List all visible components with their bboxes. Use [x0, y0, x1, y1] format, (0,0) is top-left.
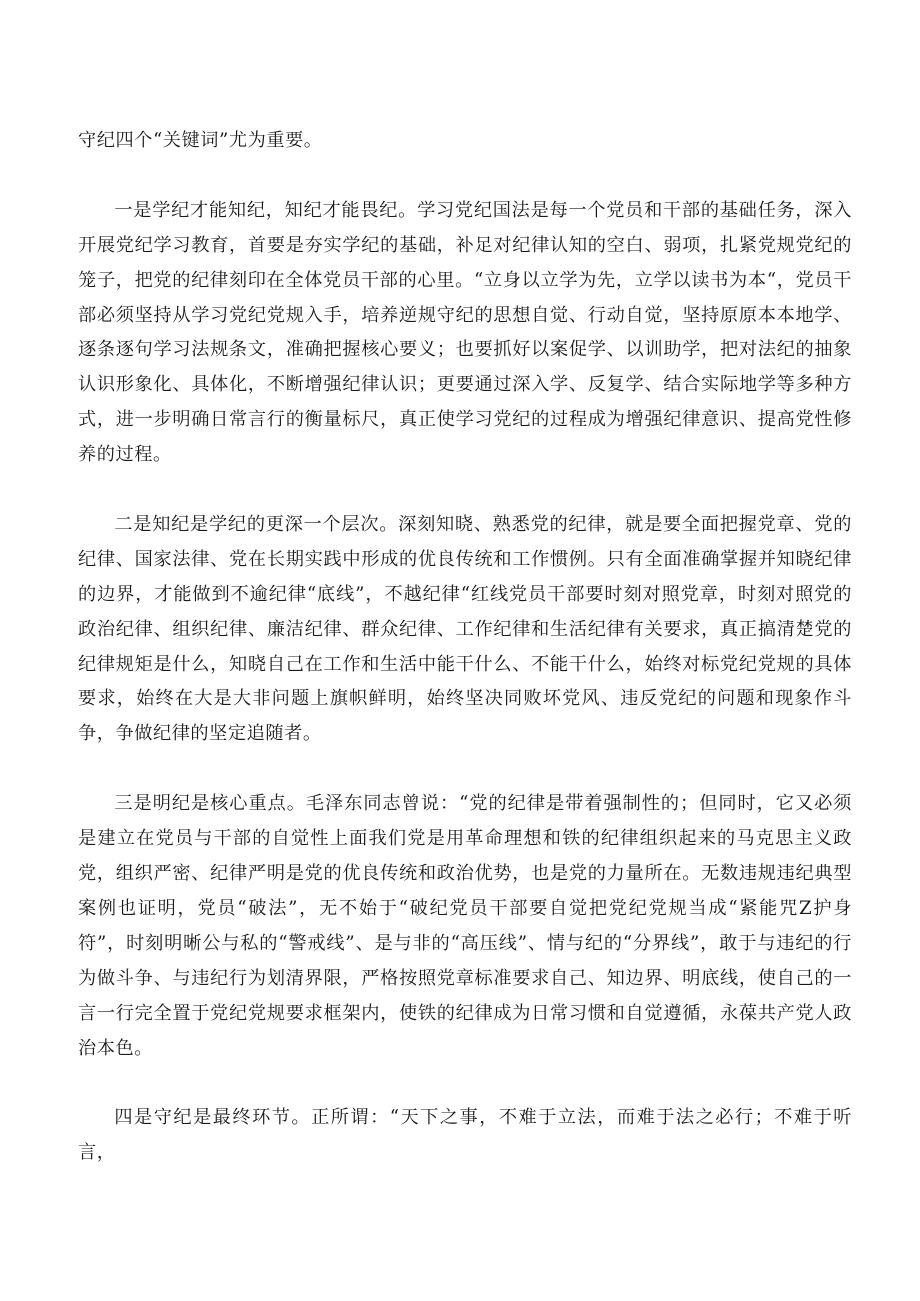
paragraph-keep-discipline: 四是守纪是最终环节。正所谓：“天下之事，不难于立法，而难于法之必行；不难于听言，	[78, 1107, 852, 1164]
paragraph-intro: 守纪四个“关键词”尤为重要。	[78, 130, 323, 151]
document-body	[78, 124, 852, 1171]
paragraph-understand-discipline: 三是明纪是核心重点。毛泽东同志曾说：“党的纪律是带着强制性的；但同时，它又必须是建立在党员与干部的自觉性上面我们党是用革命理想和铁的纪律组织起来的马克思主义政党，组织严密、纪律严明是党的优良传统和政治优势，也是党的力量所在。无数违规违纪典型案例也证明，党员“破法”，无不始于“破纪党员干部要自觉把党纪党规当成“紧能咒Z护身符”，时刻明晰公与私的“警戒线”、是与非的“高压线”、情与纪的“分界线”，敢于与违纪的行为做斗争、与违纪行为划清界限，严格按照党章标准要求自己、知边界、明底线，使自己的一言一行完全置于党纪党规要求框架内，使铁的纪律成为日常习惯和自觉遵循，永葆共产党人政治本色。	[78, 793, 852, 1059]
paragraph-learn-discipline: 一是学纪才能知纪，知纪才能畏纪。学习党纪国法是每一个党员和干部的基础任务，深入开展党纪学习教育，首要是夯实学纪的基础，补足对纪律认知的空白、弱项，扎紧党规党纪的笼子，把党的纪律刻印在全体党员干部的心里。“立身以立学为先，立学以读书为本“，党员干部必须坚持从学习党纪党规入手，培养逆规守纪的思想自觉、行动自觉，坚持原原本本地学、逐条逐句学习法规条文，准确把握核心要义；也要抓好以案促学、以训助学，把对法纪的抽象认识形象化、具体化，不断增强纪律认识；更要通过深入学、反复学、结合实际地学等多种方式，进一步明确日常言行的衡量标尺，真正使学习党纪的过程成为增强纪律意识、提高党性修养的过程。	[78, 199, 852, 466]
paragraph-know-discipline: 二是知纪是学纪的更深一个层次。深刻知晓、熟悉党的纪律，就是要全面把握党章、党的纪律、国家法律、党在长期实践中形成的优良传统和工作惯例。只有全面准确掌握并知晓纪律的边界，才能做到不逾纪律“底线”，不越纪律“红线党员干部要时刻对照党章，时刻对照党的政治纪律、组织纪律、廉洁纪律、群众纪律、工作纪律和生活纪律有关要求，真正搞清楚党的纪律规矩是什么，知晓自己在工作和生活中能干什么、不能干什么，始终对标党纪党规的具体要求，始终在大是大非问题上旗帜鲜明，始终坚决同败坏党风、违反党纪的问题和现象作斗争，争做纪律的坚定追随者。	[78, 513, 852, 745]
